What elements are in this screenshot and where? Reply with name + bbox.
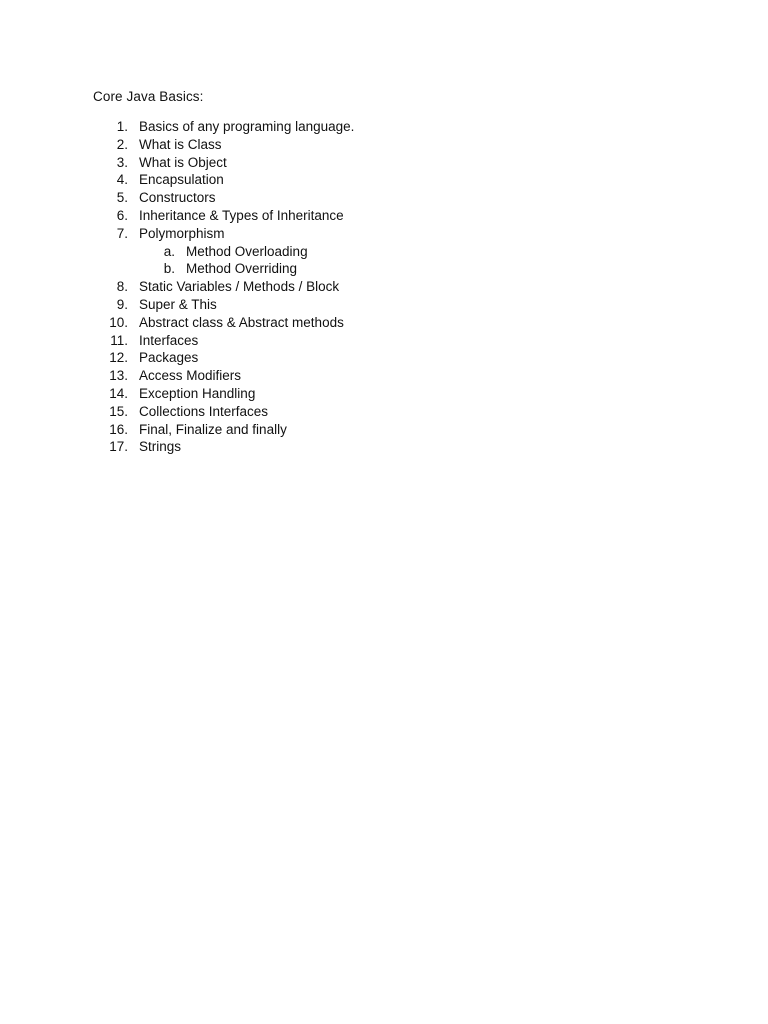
list-item	[0, 314, 768, 332]
list-item-number: 9.	[116, 296, 128, 312]
list-item-number: 16.	[109, 421, 128, 437]
list-item	[0, 367, 768, 385]
list-item-text: Abstract class & Abstract methods	[139, 314, 344, 330]
list-item-number: 15.	[109, 403, 128, 419]
list-item-text: Super & This	[139, 296, 217, 312]
list-item-text: What is Class	[139, 136, 222, 152]
list-item-text: Strings	[139, 439, 182, 455]
list-item-number: 11.	[110, 332, 128, 348]
list-item	[0, 118, 768, 136]
list-item-number: 1.	[116, 119, 128, 134]
list-item-number: 3.	[116, 154, 128, 170]
list-item-text: Exception Handling	[139, 385, 256, 401]
list-item-text: Access Modifiers	[139, 368, 242, 384]
list-item-number: 10.	[109, 314, 128, 330]
list-item	[0, 189, 768, 207]
list-item-number: 6.	[116, 207, 128, 223]
list-item	[0, 207, 768, 225]
list-item	[0, 225, 768, 243]
sub-list-item-text: Method Overriding	[186, 261, 298, 277]
list-item-text: Collections Interfaces	[139, 403, 269, 419]
sub-list-item	[0, 243, 768, 261]
list-item-number: 8.	[116, 279, 128, 295]
list-item-number: 14.	[109, 385, 128, 401]
sub-list-item	[0, 260, 768, 278]
document-title: Core Java Basics:	[93, 89, 204, 104]
list-item-text: Static Variables / Methods / Block	[139, 279, 340, 295]
list-item	[0, 171, 768, 189]
list-item-text: Interfaces	[139, 332, 199, 348]
list-item-number: 17.	[109, 439, 128, 455]
list-item-text: What is Object	[139, 154, 227, 170]
list-item	[0, 154, 768, 172]
list-item	[0, 332, 768, 350]
sub-list-item-letter: b.	[163, 261, 175, 277]
list-item-text: Basics of any programing language.	[139, 119, 355, 134]
list-item-text: Encapsulation	[139, 172, 224, 188]
list-item-text: Packages	[139, 350, 199, 366]
list-item-number: 12.	[109, 350, 128, 366]
list-item	[0, 438, 768, 456]
list-item-number: 2.	[116, 136, 128, 152]
list-item	[0, 278, 768, 296]
list-item-text: Inheritance & Types of Inheritance	[139, 207, 344, 223]
sub-list-item-letter: a.	[163, 243, 175, 259]
list-item	[0, 296, 768, 314]
list-item-number: 13.	[109, 368, 128, 384]
list-item	[0, 136, 768, 154]
list-item-number: 5.	[116, 190, 128, 206]
topic-list	[0, 118, 768, 456]
list-item-number: 4.	[116, 172, 128, 188]
sub-list-item-text: Method Overloading	[186, 243, 308, 259]
list-item-text: Polymorphism	[139, 225, 225, 241]
list-item	[0, 349, 768, 367]
list-item	[0, 421, 768, 439]
list-item-number: 7.	[116, 225, 128, 241]
list-item-text: Final, Finalize and finally	[139, 421, 287, 437]
list-item	[0, 385, 768, 403]
list-item	[0, 403, 768, 421]
list-item-text: Constructors	[139, 190, 216, 206]
